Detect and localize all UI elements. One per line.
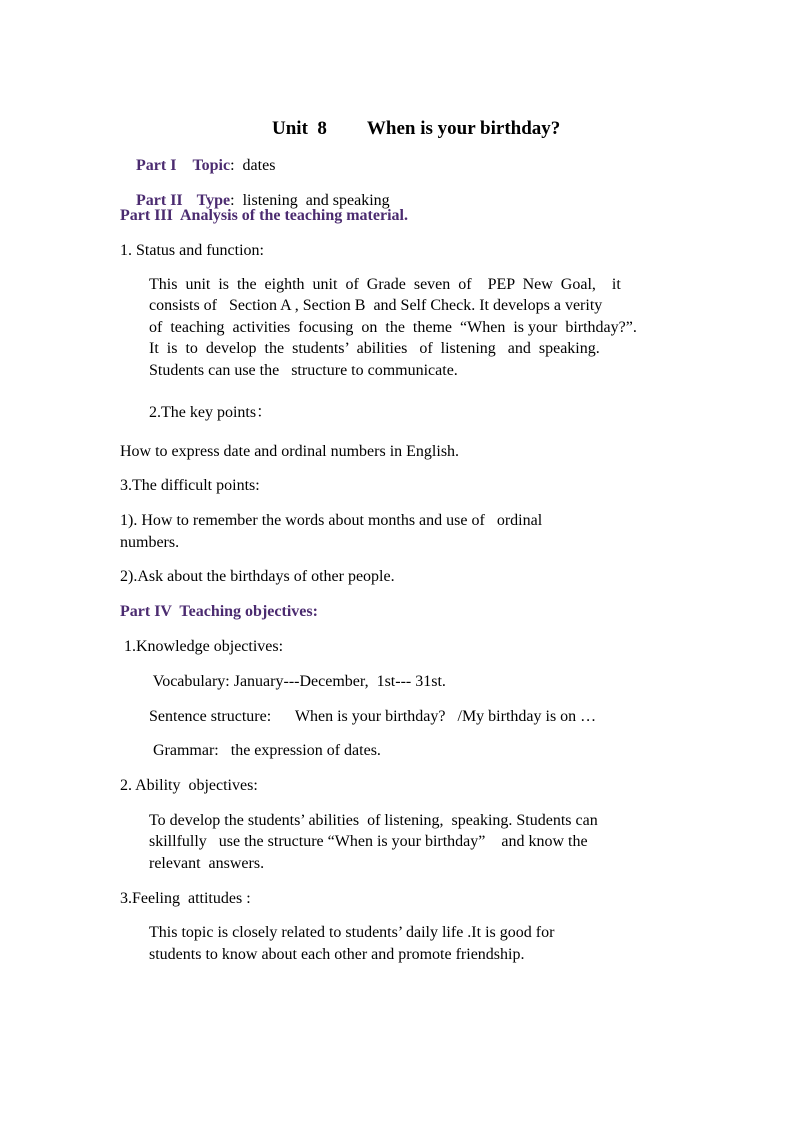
s1-line-1: This unit is the eighth unit of Grade seven of PEP New Goal, it (149, 276, 621, 293)
s1-heading: 1. Status and function: (120, 242, 264, 259)
part2-label: Part II (136, 192, 183, 209)
part2-value: : listening and speaking (230, 192, 390, 209)
s3-item1-line2: numbers. (120, 534, 180, 551)
s1-line-4: It is to develop the students’ abilities of listening and speaking. (149, 340, 600, 357)
s1-line-2: consists of Section A , Section B and Self Check. It develops a verity (149, 297, 603, 314)
part1-value: : dates (230, 157, 276, 174)
o3-heading: 3.Feeling attitudes : (120, 890, 251, 907)
o1-sentence: Sentence structure: When is your birthday? /My birthday is on … (149, 708, 597, 725)
s3-item1-line1: 1). How to remember the words about months and use of ordinal (120, 512, 543, 529)
part4-heading: Part IV Teaching objectives: (120, 603, 318, 620)
o2-heading: 2. Ability objectives: (120, 777, 258, 794)
o2-line-3: relevant answers. (149, 855, 265, 872)
s1-line-3: of teaching activities focusing on the theme “When is your birthday?”. (149, 319, 637, 336)
part1-label: Part I (136, 157, 177, 174)
doc-title (253, 99, 560, 159)
s1-line-5: Students can use the structure to communicate. (149, 362, 458, 379)
s3-item2: 2).Ask about the birthdays of other people. (120, 568, 395, 585)
o2-line-1: To develop the students’ abilities of listening, speaking. Students can (149, 812, 598, 829)
o1-vocab: Vocabulary: January---December, 1st--- 31st. (149, 673, 446, 690)
o3-line-1: This topic is closely related to students’ daily life .It is good for (149, 924, 555, 941)
part3-heading: Part III Analysis of the teaching material. (120, 207, 408, 224)
o1-grammar: Grammar: the expression of dates. (149, 742, 381, 759)
s2-heading: 2.The key points： (149, 404, 273, 421)
part1-key: Topic (192, 157, 231, 174)
title-unit: Unit 8 (272, 118, 327, 139)
o1-heading: 1.Knowledge objectives: (120, 638, 284, 655)
part2-key: Type (196, 192, 231, 209)
o3-line-2: students to know about each other and promote friendship. (149, 946, 525, 963)
s3-heading: 3.The difficult points: (120, 477, 260, 494)
s2-text: How to express date and ordinal numbers in English. (120, 443, 460, 460)
title-question: When is your birthday? (366, 118, 561, 139)
o2-line-2: skillfully use the structure “When is your birthday” and know the (149, 833, 588, 850)
